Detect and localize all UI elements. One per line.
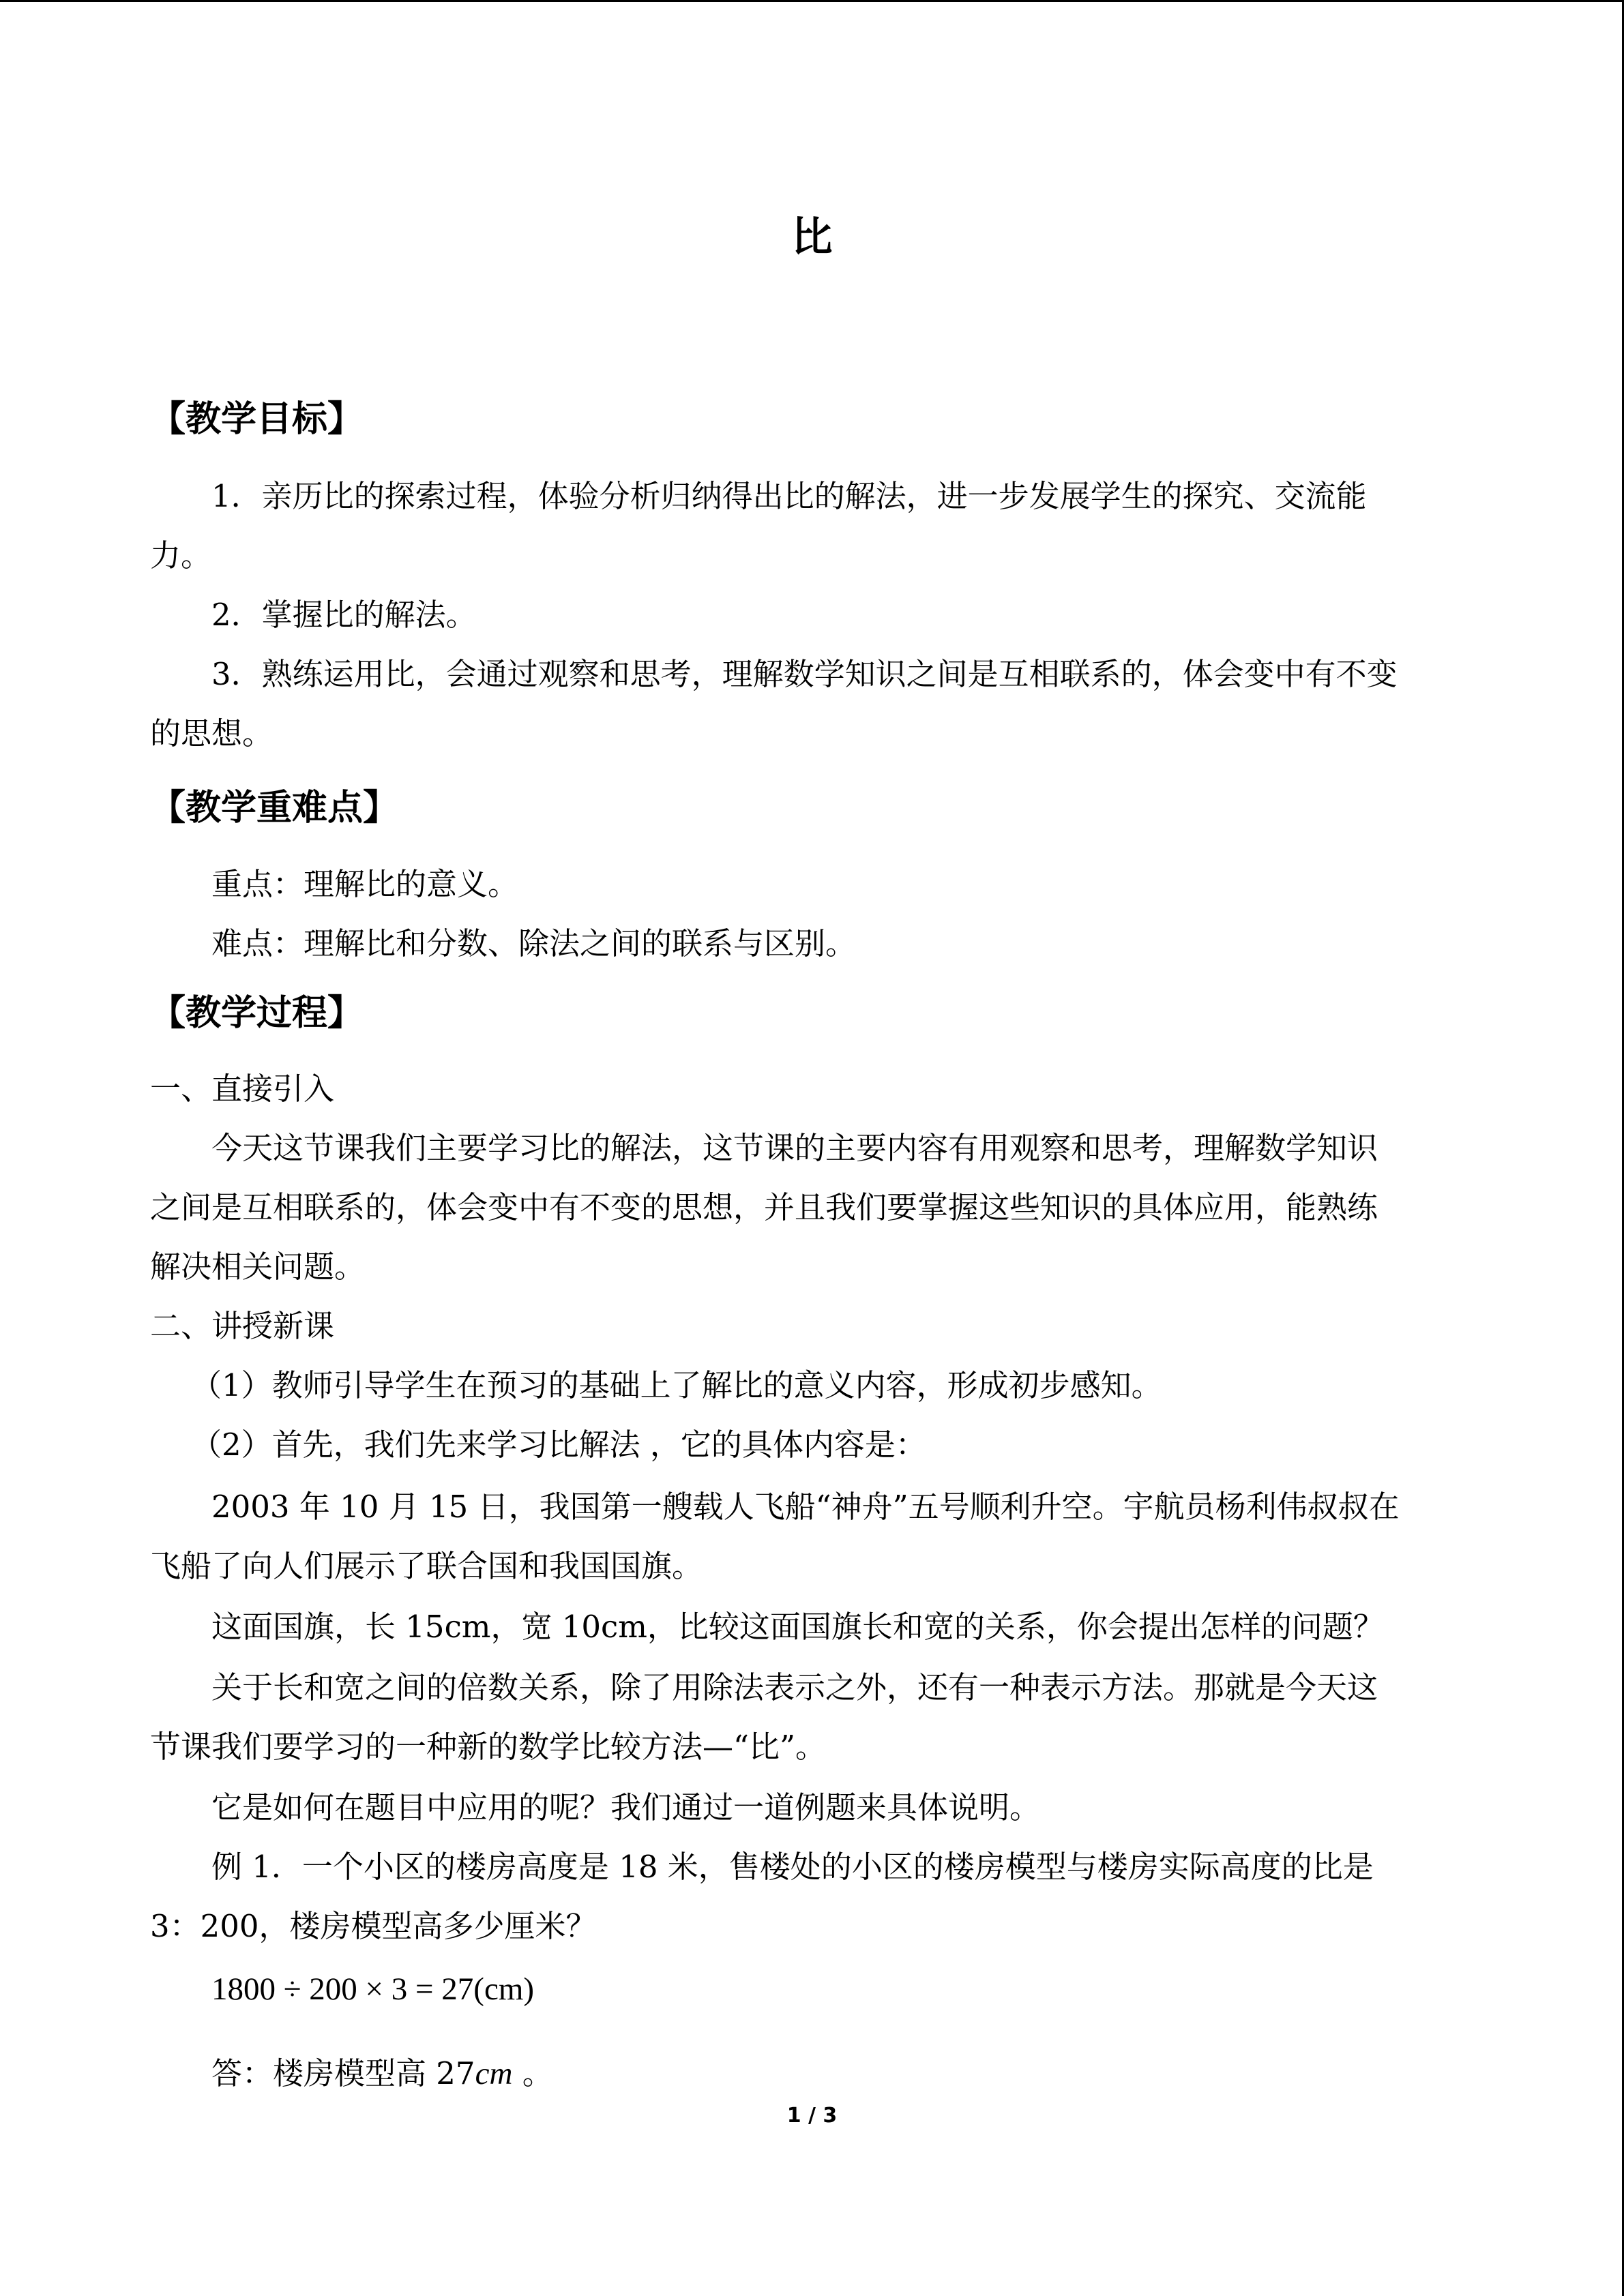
page-number: 1 / 3: [786, 2104, 838, 2128]
paragraph-line: 之间是互相联系的，体会变中有不变的思想，并且我们要掌握这些知识的具体应用，能熟练: [150, 1189, 1378, 1225]
paragraph-line: 难点：理解比和分数、除法之间的联系与区别。: [211, 925, 857, 961]
paragraph-line: 今天这节课我们主要学习比的解法，这节课的主要内容有用观察和思考，理解数学知识: [211, 1130, 1378, 1166]
page-title: 比: [791, 213, 833, 261]
paragraph-line: 重点：理解比的意义。: [211, 866, 519, 902]
paragraph-line: 节课我们要学习的一种新的数学比较方法—“比”。: [150, 1729, 827, 1765]
paragraph-line: 这面国旗，长 15cm，宽 10cm，比较这面国旗长和宽的关系，你会提出怎样的问题？: [211, 1609, 1384, 1645]
paragraph-line: 例 1．一个小区的楼房高度是 18 米，售楼处的小区的楼房模型与楼房实际高度的比是: [211, 1849, 1374, 1885]
section-heading-process: 【教学过程】: [150, 993, 364, 1034]
answer-line: [150, 2044, 1548, 2104]
paragraph-line: 3．熟练运用比，会通过观察和思考，理解数学知识之间是互相联系的，体会变中有不变: [211, 656, 1398, 692]
section-heading-keypoints: 【教学重难点】: [150, 788, 399, 829]
paragraph-line: 飞船了向人们展示了联合国和我国国旗。: [150, 1548, 703, 1584]
page-border: [0, 0, 1624, 2]
paragraph-line: 2003 年 10 月 15 日，我国第一艘载人飞船“神舟”五号顺利升空。宇航员杨利伟叔叔在: [211, 1489, 1400, 1525]
paragraph-line: 1．亲历比的探索过程，体验分析归纳得出比的解法，进一步发展学生的探究、交流能: [211, 478, 1367, 514]
answer-suffix: 。: [512, 2055, 553, 2091]
paragraph-line: （2）首先，我们先来学习比解法 ，它的具体内容是：: [191, 1427, 926, 1463]
paragraph-line: （1）教师引导学生在预习的基础上了解比的意义内容，形成初步感知。: [191, 1367, 1162, 1403]
paragraph-line: 关于长和宽之间的倍数关系，除了用除法表示之外，还有一种表示方法。那就是今天这: [211, 1669, 1378, 1705]
answer-unit: cm: [475, 2056, 513, 2091]
paragraph-line: 3：200，楼房模型高多少厘米？: [150, 1908, 597, 1944]
paragraph-line: 它是如何在题目中应用的呢？我们通过一道例题来具体说明。: [211, 1789, 1041, 1825]
answer-prefix: 答：楼房模型高 27: [211, 2055, 475, 2091]
paragraph-line: 2．掌握比的解法。: [211, 597, 477, 633]
subheading-line: 二、讲授新课: [150, 1308, 335, 1344]
subheading-line: 一、直接引入: [150, 1071, 335, 1107]
paragraph-line: 力。: [150, 537, 212, 573]
paragraph-line: 解决相关问题。: [150, 1249, 366, 1285]
section-heading-objectives: 【教学目标】: [150, 399, 364, 440]
equation: 1800 ÷ 200 × 3 = 27(cm): [211, 1971, 535, 2007]
paragraph-line: 的思想。: [150, 715, 274, 751]
